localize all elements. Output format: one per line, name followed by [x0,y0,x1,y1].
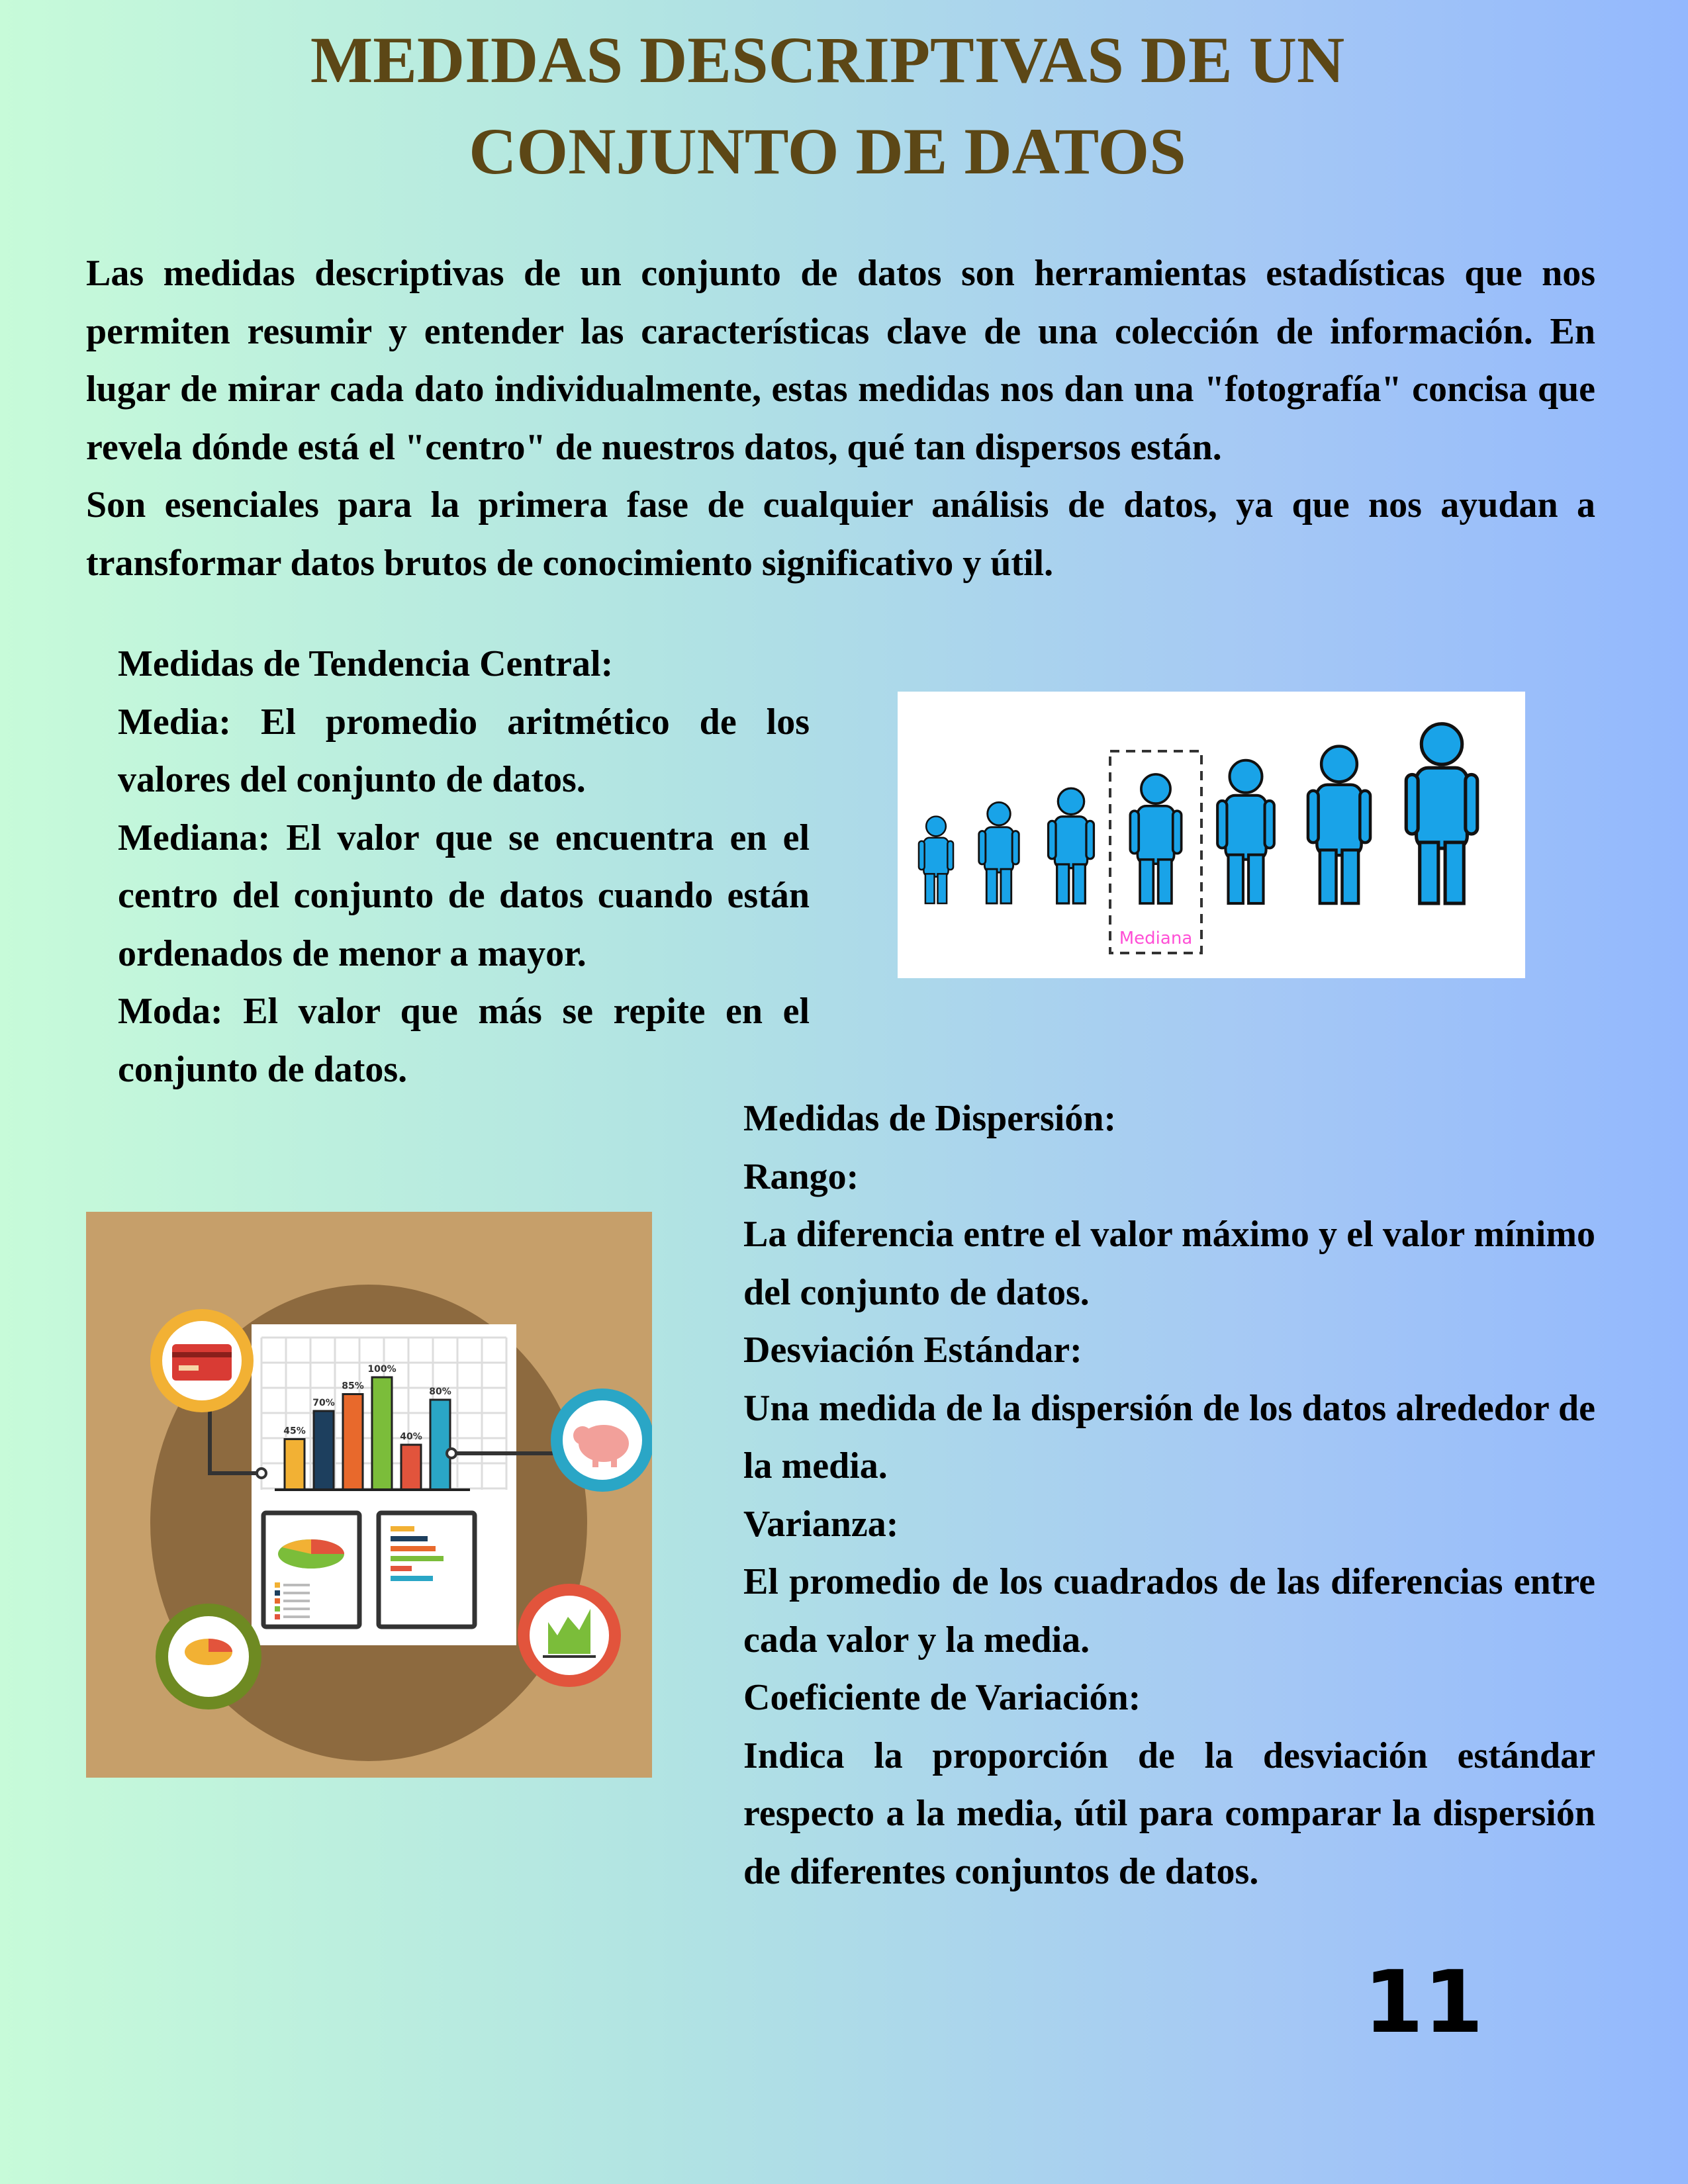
bar [343,1394,363,1490]
median-illustration [898,692,1525,978]
horizontal-bar [391,1546,436,1551]
bar [401,1445,421,1490]
infographic-illustration [86,1212,652,1778]
person-figure [1217,760,1274,903]
horizontal-bar [391,1526,414,1531]
person-figure [1130,774,1181,903]
legend-line [283,1600,310,1602]
intro-paragraph: Son esenciales para la primera fase de cualquier análisis de datos, ya que nos ayudan a transformar datos brutos de conocimiento significativo y útil. [86,484,1595,584]
page-number: 11 [1364,1952,1483,2052]
horizontal-bar [391,1536,428,1541]
bar [430,1400,450,1490]
line-chart-icon [518,1584,621,1687]
legend-line [283,1615,310,1618]
definition-rango: La diferencia entre el valor máximo y el valor mínimo del conjunto de datos. [743,1214,1595,1313]
person-figure [1049,788,1094,903]
legend-swatch [275,1598,280,1604]
definition-media: Media: El promedio aritmético de los valores del conjunto de datos. [118,701,810,800]
term-coeficiente: Coeficiente de Variación: [743,1677,1141,1718]
person-figure [1308,747,1370,903]
pie-chart-icon [156,1604,261,1709]
bar [372,1377,392,1490]
person-figure [979,802,1019,903]
bar [285,1439,305,1490]
definition-varianza: El promedio de los cuadrados de las diferencias entre cada valor y la media. [743,1561,1595,1661]
horizontal-bar [391,1566,412,1571]
legend-line [283,1608,310,1610]
legend-swatch [275,1614,280,1619]
definition-moda: Moda: El valor que más se repite en el conjunto de datos. [118,991,810,1090]
intro-section [86,245,1595,592]
central-tendency-section [118,635,810,1099]
term-desviacion: Desviación Estándar: [743,1330,1082,1371]
horizontal-bar [391,1556,444,1561]
bar-value-label: 100% [367,1364,397,1375]
median-label: Mediana [1119,929,1193,948]
definition-desviacion: Una medida de la dispersión de los datos alrededor de la media. [743,1387,1595,1486]
credit-card-icon [150,1309,254,1412]
definition-mediana: Mediana: El valor que se encuentra en el centro del conjunto de datos cuando están ordenados de menor a mayor. [118,817,810,974]
data-infographic [86,1212,652,1778]
term-varianza: Varianza: [743,1503,899,1545]
legend-swatch [275,1590,280,1596]
term-rango: Rango: [743,1156,859,1197]
bar-value-label: 70% [312,1398,335,1408]
dispersion-section [743,1090,1595,1901]
bar-value-label: 40% [400,1432,422,1442]
definition-coeficiente: Indica la proporción de la desviación estándar respecto a la media, útil para comparar la dispersión de diferentes conjuntos de datos. [743,1735,1595,1892]
page-title: MEDIDAS DESCRIPTIVAS DE UN CONJUNTO DE DATOS [310,23,1345,188]
legend-swatch [275,1606,280,1612]
bar-value-label: 45% [283,1426,306,1437]
median-people-figure [898,692,1525,978]
connector-dot [447,1449,456,1458]
section-heading: Medidas de Dispersión: [743,1098,1117,1139]
section-heading: Medidas de Tendencia Central: [118,643,614,684]
person-figure [1406,724,1477,903]
bar-value-label: 85% [342,1381,364,1392]
legend-swatch [275,1582,280,1588]
bar-value-label: 80% [429,1387,451,1397]
bar [314,1411,334,1490]
connector-dot [257,1469,266,1478]
horizontal-bar [391,1576,433,1581]
person-figure [919,817,953,903]
legend-line [283,1584,310,1586]
intro-paragraph: Las medidas descriptivas de un conjunto de datos son herramientas estadísticas que nos permiten resumir y entender las características clave de una colección de información. En lugar de mirar cada dato individualmente, estas medidas nos dan una "fotografía" concisa que revela dónde está el "centro" de nuestros datos, qué tan dispersos están. [86,253,1595,468]
legend-line [283,1592,310,1594]
piggy-bank-icon [551,1388,652,1492]
